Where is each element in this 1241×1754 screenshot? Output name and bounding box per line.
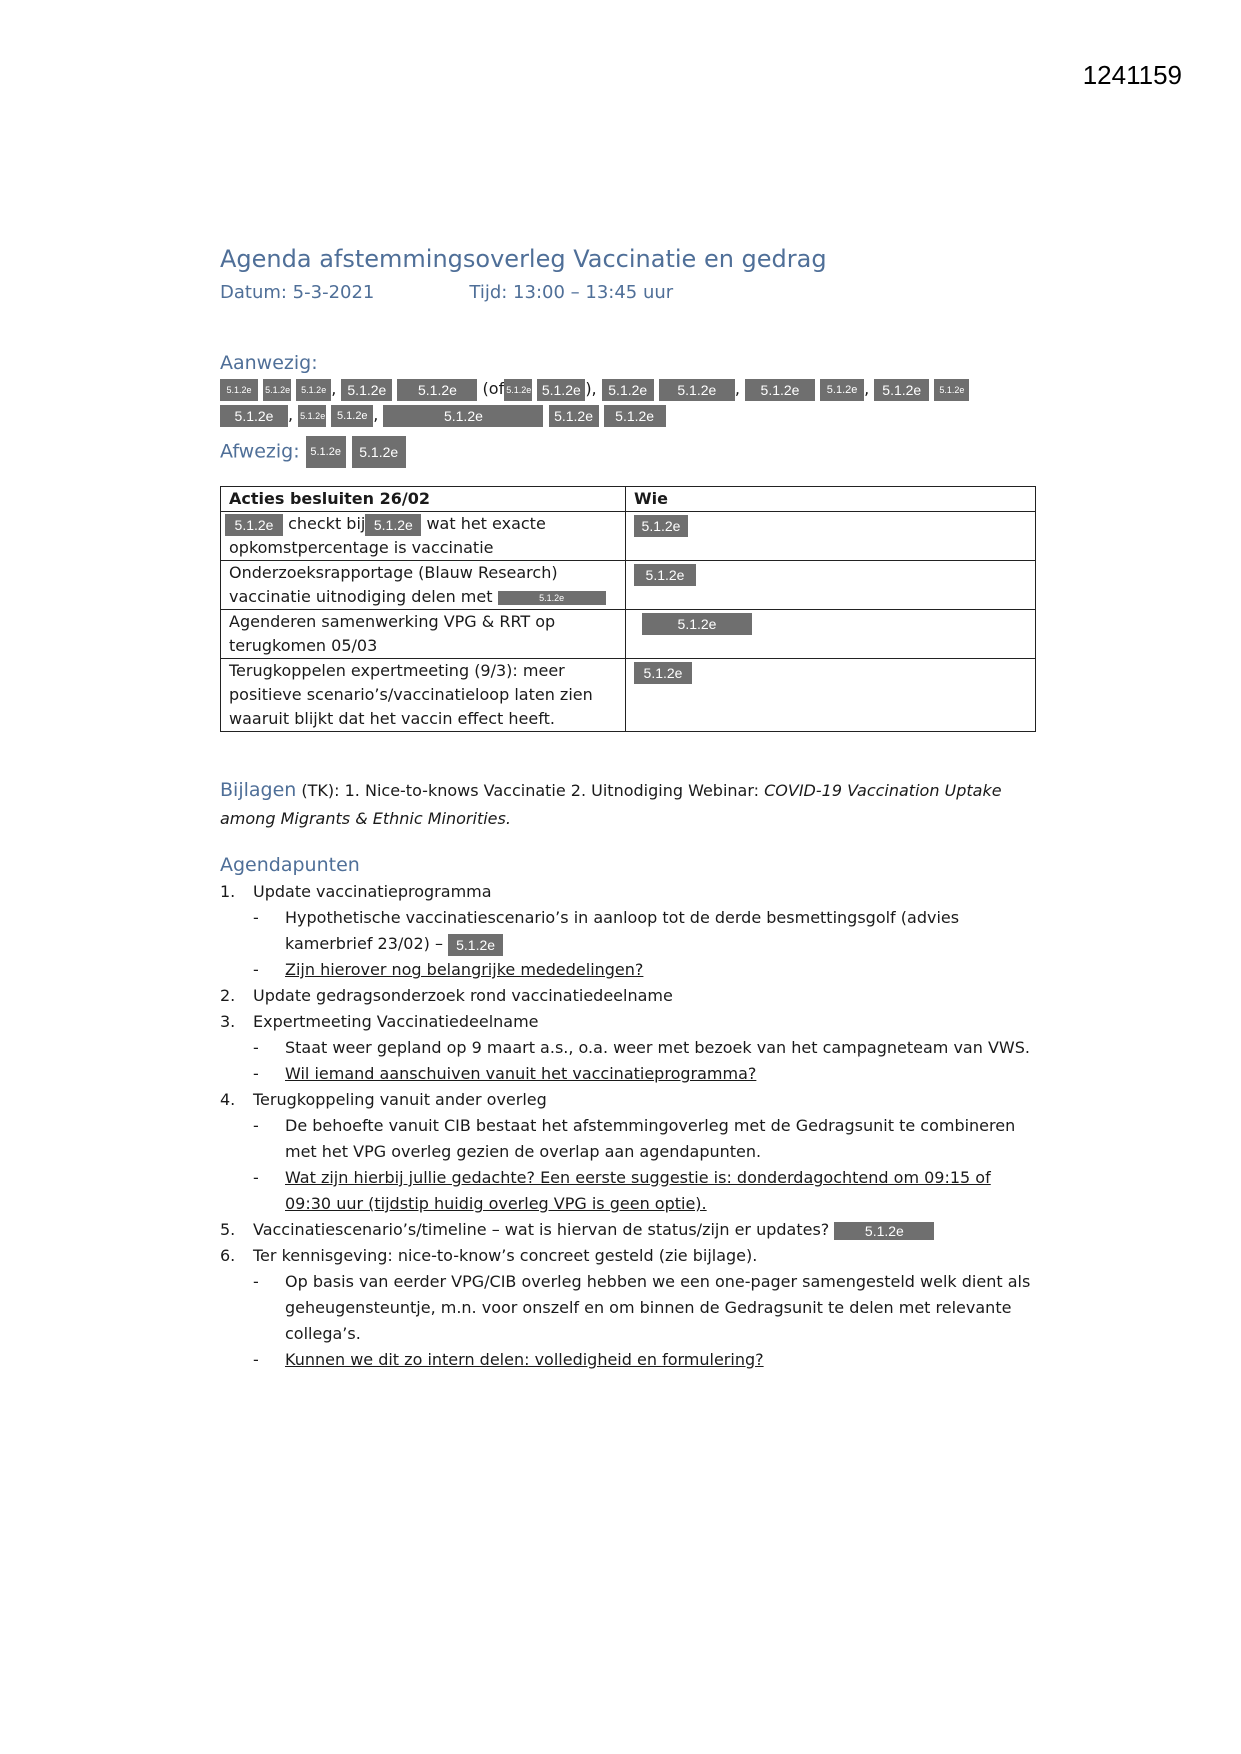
- agenda-item: 2. Update gedragsonderzoek rond vaccinatiedeelname: [220, 986, 673, 1005]
- redaction-block: 5.1.2e: [448, 934, 503, 956]
- attendees-line-2: 5.1.2e , 5.1.2e 5.1.2e , 5.1.2e 5.1.2e 5.1.2e: [220, 402, 1035, 428]
- agenda-subitem: - Zijn hierover nog belangrijke mededelingen?: [253, 960, 644, 979]
- agenda-subitem: - Wat zijn hierbij jullie gedachte? Een eerste suggestie is: donderdagochtend om 09:15 of 09:30 uur (tijdstip huidig overleg VPG is geen optie).: [253, 1168, 991, 1213]
- table-header-who: Wie: [626, 487, 1036, 512]
- redaction-block: 5.1.2e: [397, 379, 477, 401]
- page-title: Agenda afstemmingsoverleg Vaccinatie en gedrag: [220, 245, 827, 273]
- redaction-block: 5.1.2e: [820, 379, 864, 401]
- redaction-block: 5.1.2e: [383, 405, 543, 427]
- redaction-block: 5.1.2e: [365, 514, 421, 536]
- afwezig-label: Afwezig:: [220, 440, 300, 463]
- date-time-line: [220, 280, 1035, 306]
- table-row: [221, 512, 1036, 561]
- meeting-date: Datum: 5-3-2021: [220, 282, 375, 303]
- redaction-block: 5.1.2e: [604, 405, 666, 427]
- agenda-subitem: - Wil iemand aanschuiven vanuit het vaccinatieprogramma?: [253, 1064, 757, 1083]
- agenda-subitem: - Hypothetische vaccinatiescenario’s in aanloop tot de derde besmettingsgolf (advies kamerbrief 23/02) – 5.1.2e: [253, 905, 1035, 957]
- redaction-block: 5.1.2e: [331, 405, 373, 427]
- meeting-time: Tijd: 13:00 – 13:45 uur: [469, 282, 674, 303]
- table-row: [221, 610, 1036, 659]
- aanwezig-label: Aanwezig:: [220, 352, 318, 374]
- table-header-row: [221, 487, 1036, 512]
- redaction-block: 5.1.2e: [745, 379, 815, 401]
- agenda-subitem: - Kunnen we dit zo intern delen: volledigheid en formulering?: [253, 1350, 764, 1369]
- agenda-item: 3. Expertmeeting Vaccinatiedeelname - Staat weer gepland op 9 maart a.s., o.a. weer met bezoek van het campagneteam van VWS. - Wil iemand aanschuiven vanuit het vaccinatieprogramma?: [220, 1009, 1035, 1087]
- table-row: [221, 659, 1036, 732]
- or-text: (of: [482, 379, 505, 398]
- absent-line: [220, 436, 1035, 468]
- redaction-block: 5.1.2e: [659, 379, 735, 401]
- document-number: 1241159: [1082, 60, 1182, 90]
- redaction-block: 5.1.2e: [504, 379, 532, 401]
- agenda-list: [220, 879, 1035, 1373]
- redaction-block: 5.1.2e: [634, 515, 688, 537]
- redaction-block: 5.1.2e: [602, 379, 654, 401]
- redaction-block: 5.1.2e: [341, 379, 392, 401]
- who-cell: [626, 610, 1036, 659]
- redaction-block: 5.1.2e: [352, 436, 406, 468]
- actions-table: [220, 486, 1036, 732]
- redaction-block: 5.1.2e: [306, 436, 346, 468]
- redaction-block: 5.1.2e: [634, 662, 692, 684]
- redaction-block: 5.1.2e: [834, 1222, 934, 1240]
- redaction-block: 5.1.2e: [874, 379, 929, 401]
- agenda-heading: Agendapunten: [220, 854, 360, 876]
- action-cell: Onderzoeksrapportage (Blauw Research) vaccinatie uitnodiging delen met 5.1.2e: [221, 561, 626, 610]
- agenda-item: 4. Terugkoppeling vanuit ander overleg - De behoefte vanuit CIB bestaat het afstemmingoverleg met de Gedragsunit te combineren met het VPG overleg gezien de overlap aan agendapunten. - Wat zijn hierbij jullie gedachte? Een eerste suggestie is: donderdagochtend om 09:15 of 09:30 uur (tijdstip huidig overleg VPG is geen optie).: [220, 1087, 1035, 1217]
- attendees-line-1: 5.1.2e 5.1.2e 5.1.2e , 5.1.2e 5.1.2e (of 5.1.2e 5.1.2e ), 5.1.2e 5.1.2e , 5.1.2e 5.1.2e , 5.1.2e 5.1.2e: [220, 376, 1035, 402]
- who-cell: [626, 561, 1036, 610]
- action-cell: 5.1.2e checkt bij 5.1.2e wat het exacte opkomstpercentage is vaccinatie: [221, 512, 626, 561]
- action-cell: Terugkoppelen expertmeeting (9/3): meer positieve scenario’s/vaccinatieloop laten zien waaruit blijkt dat het vaccin effect heeft.: [221, 659, 626, 732]
- redaction-block: 5.1.2e: [298, 405, 326, 427]
- who-cell: [626, 659, 1036, 732]
- redaction-block: 5.1.2e: [634, 564, 696, 586]
- agenda-subitem: - Op basis van eerder VPG/CIB overleg hebben we een one-pager samengesteld welk dient als geheugensteuntje, m.n. voor onszelf en om binnen de Gedragsunit te delen met relevante collega’s.: [253, 1272, 1031, 1343]
- agenda-subitem: - De behoefte vanuit CIB bestaat het afstemmingoverleg met de Gedragsunit te combineren met het VPG overleg gezien de overlap aan agendapunten.: [253, 1116, 1016, 1161]
- action-cell: Agenderen samenwerking VPG & RRT op terugkomen 05/03: [221, 610, 626, 659]
- agenda-subitem: - Staat weer gepland op 9 maart a.s., o.a. weer met bezoek van het campagneteam van VWS.: [253, 1038, 1030, 1057]
- who-cell: [626, 512, 1036, 561]
- agenda-item: 6. Ter kennisgeving: nice-to-know’s concreet gesteld (zie bijlage). - Op basis van eerder VPG/CIB overleg hebben we een one-pager samengesteld welk dient als geheugensteuntje, m.n. voor onszelf en om binnen de Gedragsunit te delen met relevante collega’s. - Kunnen we dit zo intern delen: volledigheid en formulering?: [220, 1243, 1035, 1373]
- agenda-item: 5. Vaccinatiescenario’s/timeline – wat is hiervan de status/zijn er updates? 5.1.2e: [220, 1217, 1035, 1243]
- redaction-block: 5.1.2e: [220, 379, 258, 401]
- table-header-actions: Acties besluiten 26/02: [221, 487, 626, 512]
- document-body: [220, 242, 1035, 1373]
- table-row: [221, 561, 1036, 610]
- attachments-heading: Bijlagen: [220, 779, 297, 801]
- redaction-block: 5.1.2e: [537, 379, 585, 401]
- attachments: Bijlagen (TK): 1. Nice-to-knows Vaccinatie 2. Uitnodiging Webinar: COVID-19 Vaccination Uptake among Migrants & Ethnic Minorities.: [220, 779, 1002, 828]
- redaction-block: 5.1.2e: [642, 613, 752, 635]
- redaction-block: 5.1.2e: [498, 591, 606, 605]
- redaction-block: 5.1.2e: [934, 379, 969, 401]
- redaction-block: 5.1.2e: [549, 405, 599, 427]
- redaction-block: 5.1.2e: [296, 379, 331, 401]
- redaction-block: 5.1.2e: [220, 405, 288, 427]
- redaction-block: 5.1.2e: [225, 514, 283, 536]
- agenda-item: 1. Update vaccinatieprogramma - Hypothetische vaccinatiescenario’s in aanloop tot de derde besmettingsgolf (advies kamerbrief 23/02) – 5.1.2e - Zijn hierover nog belangrijke mededelingen?: [220, 879, 1035, 983]
- redaction-block: 5.1.2e: [263, 379, 291, 401]
